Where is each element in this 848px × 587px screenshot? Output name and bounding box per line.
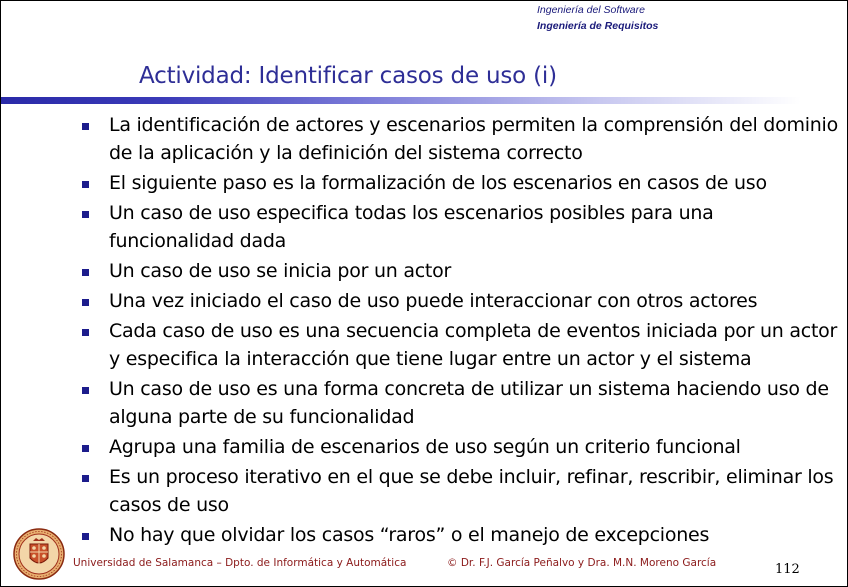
bullet-text: No hay que olvidar los casos “raros” o el manejo de excepciones xyxy=(109,524,710,546)
bullet-item xyxy=(79,111,839,167)
page-number: 112 xyxy=(775,562,800,577)
bullet-text: La identificación de actores y escenarios permiten la comprensión del dominio de la aplicación y la definición del sistema correcto xyxy=(109,114,838,164)
bullet-text: Un caso de uso especifica todas los escenarios posibles para una funcionalidad dada xyxy=(109,202,714,252)
bullet-item xyxy=(79,375,839,431)
bullet-item xyxy=(79,199,839,255)
university-seal-icon xyxy=(13,528,65,580)
header-course: Ingeniería del Software xyxy=(537,4,645,16)
square-bullet-icon xyxy=(82,475,89,482)
bullet-text: Un caso de uso es una forma concreta de utilizar un sistema haciendo uso de alguna parte de su funcionalidad xyxy=(109,378,829,428)
square-bullet-icon xyxy=(82,329,89,336)
header-section: Ingeniería de Requisitos xyxy=(537,20,659,32)
footer-authors: © Dr. F.J. García Peñalvo y Dra. M.N. Moreno García xyxy=(447,557,717,569)
square-bullet-icon xyxy=(82,181,89,188)
bullet-item xyxy=(79,521,839,549)
bullet-item xyxy=(79,287,839,315)
square-bullet-icon xyxy=(82,211,89,218)
square-bullet-icon xyxy=(82,533,89,540)
footer-institution: Universidad de Salamanca – Dpto. de Informática y Automática xyxy=(73,557,407,569)
square-bullet-icon xyxy=(82,299,89,306)
bullet-text: El siguiente paso es la formalización de los escenarios en casos de uso xyxy=(109,172,767,194)
slide-title: Actividad: Identificar casos de uso (i) xyxy=(139,63,557,89)
bullet-item xyxy=(79,257,839,285)
bullet-item xyxy=(79,463,839,519)
square-bullet-icon xyxy=(82,445,89,452)
bullet-text: Un caso de uso se inicia por un actor xyxy=(109,260,452,282)
bullet-text: Cada caso de uso es una secuencia completa de eventos iniciada por un actor y especifica la interacción que tiene lugar entre un actor y el sistema xyxy=(109,320,838,370)
bullet-text: Es un proceso iterativo en el que se debe incluir, refinar, rescribir, eliminar los casos de uso xyxy=(109,466,834,516)
bullet-list xyxy=(79,111,839,551)
square-bullet-icon xyxy=(82,269,89,276)
bullet-text: Agrupa una familia de escenarios de uso según un criterio funcional xyxy=(109,436,741,458)
bullet-item xyxy=(79,317,839,373)
title-underline-bar xyxy=(1,97,801,104)
bullet-item xyxy=(79,169,839,197)
square-bullet-icon xyxy=(82,387,89,394)
bullet-item xyxy=(79,433,839,461)
square-bullet-icon xyxy=(82,123,89,130)
bullet-text: Una vez iniciado el caso de uso puede interaccionar con otros actores xyxy=(109,290,758,312)
